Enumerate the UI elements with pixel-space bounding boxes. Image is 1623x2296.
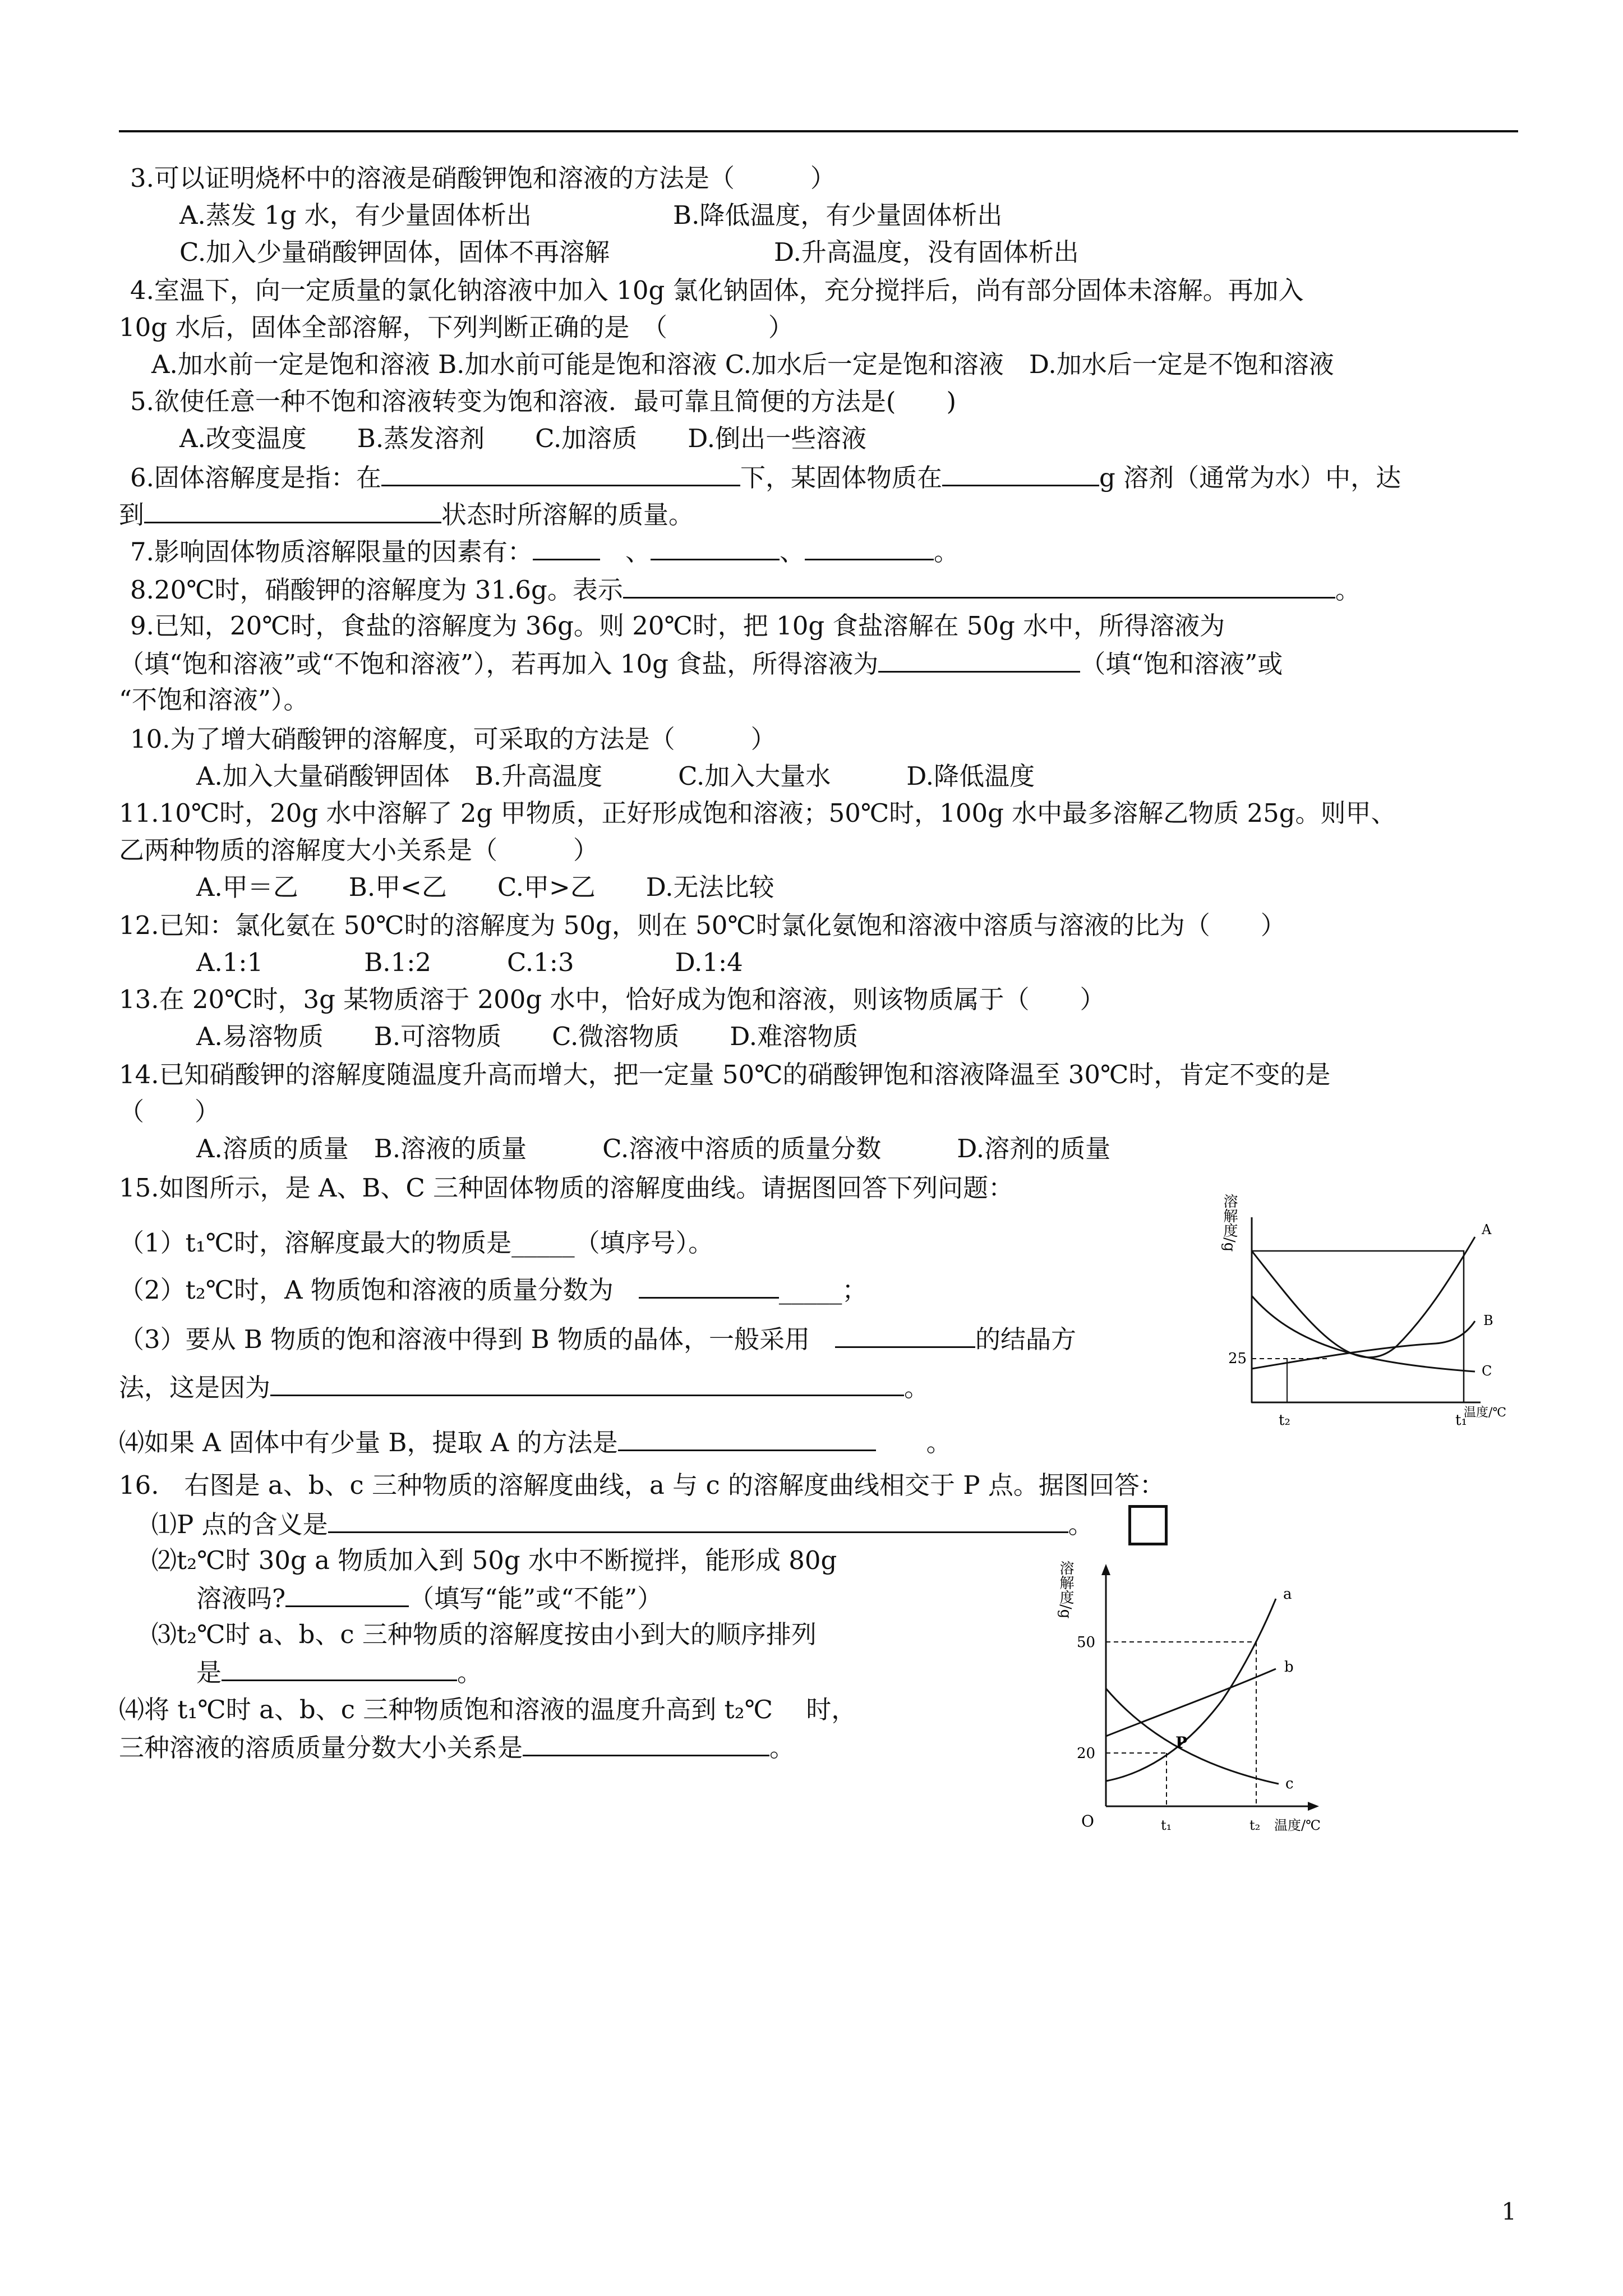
q12-options: A.1:1 B.1:2 C.1:3 D.1:4 [196, 947, 743, 977]
q16-label-c: c [1285, 1775, 1294, 1792]
q7-text-1: 7.影响固体物质溶解限量的因素有： [130, 537, 533, 567]
q16-sub4-line1: ⑷将 t₁℃时 a、b、c 三种物质饱和溶液的温度升高到 t₂℃ 时， [119, 1695, 857, 1724]
q15-sub4-blank[interactable] [618, 1425, 876, 1451]
q16-sub2-hint: （填写“能”或“不能”） [409, 1584, 663, 1613]
q15-x-label: 温度/℃ [1464, 1406, 1507, 1420]
q15-sub3-line2 [119, 1370, 929, 1405]
q14-line2: （ ） [119, 1097, 220, 1126]
q15-sub3-blank2[interactable] [270, 1370, 579, 1396]
q6-text-5: 状态时所溶解的质量。 [441, 500, 694, 530]
q16-solubility-chart [1057, 1548, 1346, 1851]
q10-options: A.加入大量硝酸钾固体 B.升高温度 C.加入大量水 D.降低温度 [196, 761, 1035, 791]
q16-sub3-text: 是 [196, 1658, 222, 1687]
q15-label-b: B [1483, 1313, 1493, 1328]
q8-text-1: 8.20℃时，硝酸钾的溶解度为 31.6g。表示 [130, 575, 623, 605]
q15-sub3-text: （3）要从 B 物质的饱和溶液中得到 B 物质的晶体，一般采用 [119, 1324, 810, 1354]
q15-sub1: （1）t₁℃时，溶解度最大的物质是_____（填序号）。 [119, 1228, 714, 1258]
q7-text-2: 、 [600, 537, 651, 567]
q11-line1: 11.10℃时，20g 水中溶解了 2g 甲物质，正好形成饱和溶液；50℃时，100g 水中最多溶解乙物质 25g。则甲、 [119, 798, 1396, 828]
q15-frame [1252, 1251, 1464, 1402]
q16-sub1-blank[interactable] [328, 1507, 1068, 1533]
q15-sub2-text: （2）t₂℃时，A 物质饱和溶液的质量分数为 [119, 1275, 614, 1305]
q6-text-1: 6.固体溶解度是指：在 [130, 463, 381, 493]
q15-sub3-blank3[interactable] [579, 1370, 904, 1396]
q16-tick-t1: t₁ [1161, 1818, 1172, 1833]
q15-sub3-line1 [119, 1322, 1076, 1356]
q16-tick-t2: t₂ [1249, 1818, 1261, 1833]
q15-solubility-chart [1217, 1178, 1509, 1436]
q16-sub3-end: 。 [457, 1658, 483, 1687]
q16-curve-b [1106, 1669, 1276, 1736]
q16-sub4-blank[interactable] [523, 1730, 769, 1756]
q16-point-p: P [1175, 1733, 1188, 1752]
q14-options: A.溶质的质量 B.溶液的质量 C.溶液中溶质的质量分数 D.溶剂的质量 [196, 1134, 1111, 1163]
q16-x-label: 温度/℃ [1274, 1818, 1321, 1833]
q15-sub4 [119, 1425, 952, 1460]
q15-sub4-end: 。 [875, 1428, 952, 1457]
q16-y-label: 溶解度/g [1057, 1561, 1074, 1619]
q6-blank-2[interactable] [942, 460, 1099, 486]
q7-blank-3[interactable] [805, 534, 934, 560]
q6-blank-3[interactable] [144, 497, 441, 523]
q8-blank[interactable] [623, 572, 1335, 599]
q9-line1: 9.已知，20℃时，食盐的溶解度为 36g。则 20℃时，把 10g 食盐溶解在 50g 水中，所得溶液为 [130, 611, 1225, 641]
q16-label-b: b [1284, 1659, 1294, 1676]
q15-sub2-blank[interactable] [639, 1272, 779, 1299]
q11-options: A.甲＝乙 B.甲<乙 C.甲>乙 D.无法比较 [196, 872, 774, 902]
q7-blank-2[interactable] [651, 534, 780, 560]
answer-box[interactable] [1128, 1505, 1168, 1545]
q12-stem: 12.已知：氯化氨在 50℃时的溶解度为 50g，则在 50℃时氯化氨饱和溶液中溶质与溶液的比为（ ） [119, 910, 1286, 940]
q6-text-4: 到 [119, 500, 145, 530]
q6-text-3: g 溶剂（通常为水）中，达 [1099, 463, 1401, 493]
q7-text-3: 、 [779, 537, 805, 567]
q8-line [130, 572, 1361, 607]
q4-stem-line1: 4.室温下，向一定质量的氯化钠溶液中加入 10g 氯化钠固体，充分搅拌后，尚有部分固体未溶解。再加入 [130, 275, 1304, 305]
q8-text-2: 。 [1335, 575, 1361, 605]
q6-line2 [119, 497, 694, 532]
q3-option-d: D.升高温度，没有固体析出 [774, 237, 1079, 267]
q16-sub2-line1: ⑵t₂℃时 30g a 物质加入到 50g 水中不断搅拌，能形成 80g [151, 1545, 837, 1575]
q3-option-c: C.加入少量硝酸钾固体，固体不再溶解 [179, 237, 610, 267]
q9-blank[interactable] [878, 646, 1080, 673]
q7-line [130, 534, 959, 569]
q3-stem: 3.可以证明烧杯中的溶液是硝酸钾饱和溶液的方法是（ ） [130, 163, 836, 193]
q15-tick-25: 25 [1228, 1350, 1247, 1367]
q13-options: A.易溶物质 B.可溶物质 C.微溶物质 D.难溶物质 [196, 1022, 859, 1051]
q16-sub4-end: 。 [769, 1733, 795, 1763]
header-rule [119, 130, 1518, 132]
q16-sub1-text: ⑴P 点的含义是 [151, 1510, 328, 1539]
q16-label-a: a [1283, 1586, 1292, 1603]
q15-curve-b [1252, 1321, 1475, 1369]
q6-text-2: 下，某固体物质在 [740, 463, 942, 493]
page-number: 1 [1501, 2198, 1516, 2225]
q16-sub1-end: 。 [1068, 1510, 1094, 1539]
q16-sub2-text: 溶液吗? [196, 1584, 286, 1613]
q15-stem: 15.如图所示，是 A、B、C 三种固体物质的溶解度曲线。请据图回答下列问题： [119, 1173, 1014, 1203]
q16-x-arrow [1308, 1802, 1319, 1811]
q5-stem: 5.欲使任意一种不饱和溶液转变为饱和溶液．最可靠且简便的方法是( ) [130, 386, 957, 416]
q16-stem: 16. 右图是 a、b、c 三种物质的溶解度曲线，a 与 c 的溶解度曲线相交于 P 点。据图回答： [119, 1470, 1165, 1500]
q15-sub3-text-b: 的结晶方 [975, 1324, 1077, 1354]
q15-sub2 [119, 1272, 867, 1307]
q3-option-a: A.蒸发 1g 水，有少量固体析出 [179, 200, 532, 230]
q9-line2 [119, 646, 1283, 681]
q15-sub3-blank1[interactable] [835, 1322, 975, 1348]
q15-y-label [1221, 1194, 1238, 1252]
q16-origin: O [1081, 1812, 1094, 1830]
q16-tick-50: 50 [1077, 1634, 1096, 1651]
q16-sub1 [151, 1507, 1094, 1542]
q13-stem: 13.在 20℃时，3g 某物质溶于 200g 水中，恰好成为饱和溶液，则该物质属于（ ） [119, 984, 1105, 1014]
q16-sub2-line2 [196, 1581, 662, 1616]
q15-tick-t2: t₂ [1279, 1412, 1290, 1429]
q15-sub4-text: ⑷如果 A 固体中有少量 B，提取 A 的方法是 [119, 1428, 618, 1457]
q15-y-label-char1: 溶解度/g [1221, 1194, 1238, 1252]
q15-sub3-text-c: 法，这是因为 [119, 1373, 271, 1402]
q15-tick-t1: t₁ [1455, 1412, 1467, 1429]
q9-line3: “不饱和溶液”）。 [119, 685, 309, 715]
q15-sub2-end: _____； [778, 1275, 868, 1305]
q4-stem-line2: 10g 水后，固体全部溶解，下列判断正确的是 （ ） [119, 312, 794, 342]
q7-blank-1[interactable] [533, 534, 600, 560]
q15-label-a: A [1482, 1222, 1492, 1237]
q16-sub2-blank[interactable] [285, 1581, 409, 1607]
q16-sub3-blank[interactable] [222, 1655, 457, 1681]
q7-text-4: 。 [933, 537, 959, 567]
q15-sub3-text-d: 。 [904, 1373, 930, 1402]
q15-label-c: C [1482, 1363, 1492, 1379]
q16-sub3-line1: ⑶t₂℃时 a、b、c 三种物质的溶解度按由小到大的顺序排列 [151, 1619, 817, 1649]
q16-sub4-line2 [119, 1730, 795, 1765]
q6-blank-1[interactable] [381, 460, 740, 486]
q16-tick-20: 20 [1077, 1745, 1096, 1762]
q11-line2: 乙两种物质的溶解度大小关系是（ ） [119, 835, 599, 865]
q4-options: A.加水前一定是饱和溶液 B.加水前可能是饱和溶液 C.加水后一定是饱和溶液 D.加水后一定是不饱和溶液 [151, 349, 1334, 379]
q6-line1 [130, 460, 1401, 495]
q16-y-arrow [1101, 1564, 1110, 1575]
q15-curve-c [1252, 1296, 1475, 1372]
q14-line1: 14.已知硝酸钾的溶解度随温度升高而增大，把一定量 50℃的硝酸钾饱和溶液降温至 30℃时，肯定不变的是 [119, 1060, 1331, 1089]
q15-curve-a [1252, 1237, 1475, 1358]
q5-options: A.改变温度 B.蒸发溶剂 C.加溶质 D.倒出一些溶液 [179, 424, 867, 453]
q9-text-2: （填“饱和溶液”或 [1080, 649, 1283, 679]
q3-option-b: B.降低温度，有少量固体析出 [673, 200, 1003, 230]
q10-stem: 10.为了增大硝酸钾的溶解度，可采取的方法是（ ） [130, 724, 776, 754]
q16-sub4-text: 三种溶液的溶质质量分数大小关系是 [119, 1733, 523, 1763]
q9-text-1: （填“饱和溶液”或“不饱和溶液”），若再加入 10g 食盐，所得溶液为 [119, 649, 879, 679]
q16-sub3-line2 [196, 1655, 482, 1690]
